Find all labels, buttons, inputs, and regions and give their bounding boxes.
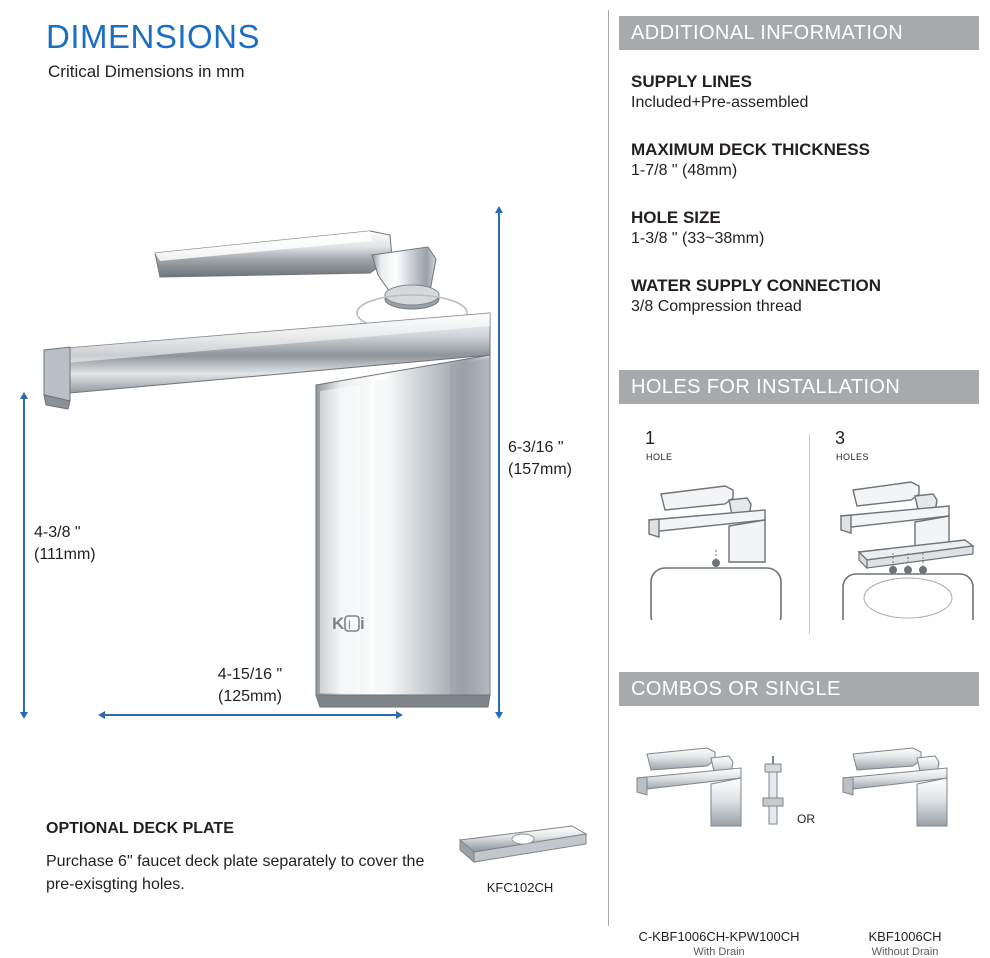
dim-label-spout-height	[34, 522, 144, 565]
info-value-water-supply-connection: 3/8 Compression thread	[631, 298, 802, 315]
deck-plate-illustration	[452, 818, 592, 876]
dim-arrow-total-height-bottom	[495, 712, 503, 719]
hole-option-1	[629, 420, 809, 650]
info-label-max-deck-thickness: MAXIMUM DECK THICKNESS	[631, 140, 870, 159]
svg-text:i: i	[360, 614, 365, 633]
dim-spout-reach-mm: (125mm)	[217, 687, 282, 705]
combo-note-with-drain: With Drain	[693, 946, 745, 958]
dim-label-spout-reach	[170, 664, 330, 707]
dim-arrow-spout-reach-left	[98, 711, 105, 719]
combo-1-drawing	[629, 720, 809, 840]
deck-plate-title: OPTIONAL DECK PLATE	[46, 820, 234, 837]
info-value-hole-size: 1-3/8 " (33~38mm)	[631, 230, 765, 247]
combo-illustrations	[619, 720, 989, 958]
dim-arrow-total-height-top	[495, 206, 503, 213]
combo-separator: OR	[797, 812, 815, 826]
info-value-supply-lines: Included+Pre-assembled	[631, 94, 809, 111]
holes-illustrations	[619, 420, 989, 650]
hole-1-drawing	[629, 420, 804, 620]
hole-3-drawing	[819, 420, 990, 620]
hole-word-3: HOLES	[836, 452, 870, 462]
combo-option-with-drain	[629, 720, 809, 958]
dim-arrow-spout-reach-right	[396, 711, 403, 719]
combo-code-with-drain: C-KBF1006CH-KPW100CH	[638, 929, 800, 944]
hole-option-3	[819, 420, 990, 650]
dim-arrow-spout-height-bottom	[20, 712, 28, 719]
dim-total-height-in: 6-3/16 "	[508, 439, 564, 456]
deck-plate-code: KFC102CH	[486, 880, 554, 895]
hole-count-1: 1	[645, 428, 656, 448]
section-header-additional-information: ADDITIONAL INFORMATION	[619, 16, 979, 50]
right-panel	[609, 0, 990, 958]
hole-count-3: 3	[835, 428, 846, 448]
dim-label-total-height	[508, 437, 608, 480]
section-header-holes-for-installation: HOLES FOR INSTALLATION	[619, 370, 979, 404]
combo-note-without-drain: Without Drain	[871, 946, 939, 958]
dim-line-spout-height	[23, 398, 25, 712]
info-item-hole-size	[631, 208, 981, 262]
svg-text:K: K	[332, 614, 345, 633]
dim-spout-reach-in: 4-15/16 "	[217, 666, 283, 683]
info-item-supply-lines	[631, 72, 981, 126]
page-title: DIMENSIONS	[46, 18, 261, 55]
info-item-water-supply-connection	[631, 276, 981, 330]
faucet-drawing	[20, 195, 520, 725]
hole-word-1: HOLE	[646, 452, 673, 462]
holes-divider	[809, 434, 810, 634]
section-header-combos-or-single: COMBOS OR SINGLE	[619, 672, 979, 706]
combo-code-without-drain: KBF1006CH	[868, 929, 942, 944]
svg-text:l: l	[348, 618, 351, 632]
dim-arrow-spout-height-top	[20, 392, 28, 399]
info-label-water-supply-connection: WATER SUPPLY CONNECTION	[631, 276, 881, 295]
info-item-max-deck-thickness	[631, 140, 981, 194]
dim-total-height-mm: (157mm)	[508, 460, 573, 478]
info-label-hole-size: HOLE SIZE	[631, 208, 721, 227]
dim-spout-height-mm: (111mm)	[34, 545, 96, 563]
dim-line-total-height	[498, 212, 500, 712]
combo-option-without-drain	[815, 720, 990, 958]
dim-spout-height-in: 4-3/8 "	[34, 524, 81, 541]
info-value-max-deck-thickness: 1-7/8 " (48mm)	[631, 162, 738, 179]
faucet-illustration	[20, 195, 520, 725]
info-label-supply-lines: SUPPLY LINES	[631, 72, 752, 91]
dim-line-spout-reach	[104, 714, 396, 716]
page-subtitle: Critical Dimensions in mm	[48, 62, 245, 81]
combo-2-drawing	[815, 720, 990, 840]
deck-plate-text: Purchase 6" faucet deck plate separately to cover the pre-exisgting holes.	[46, 853, 425, 894]
